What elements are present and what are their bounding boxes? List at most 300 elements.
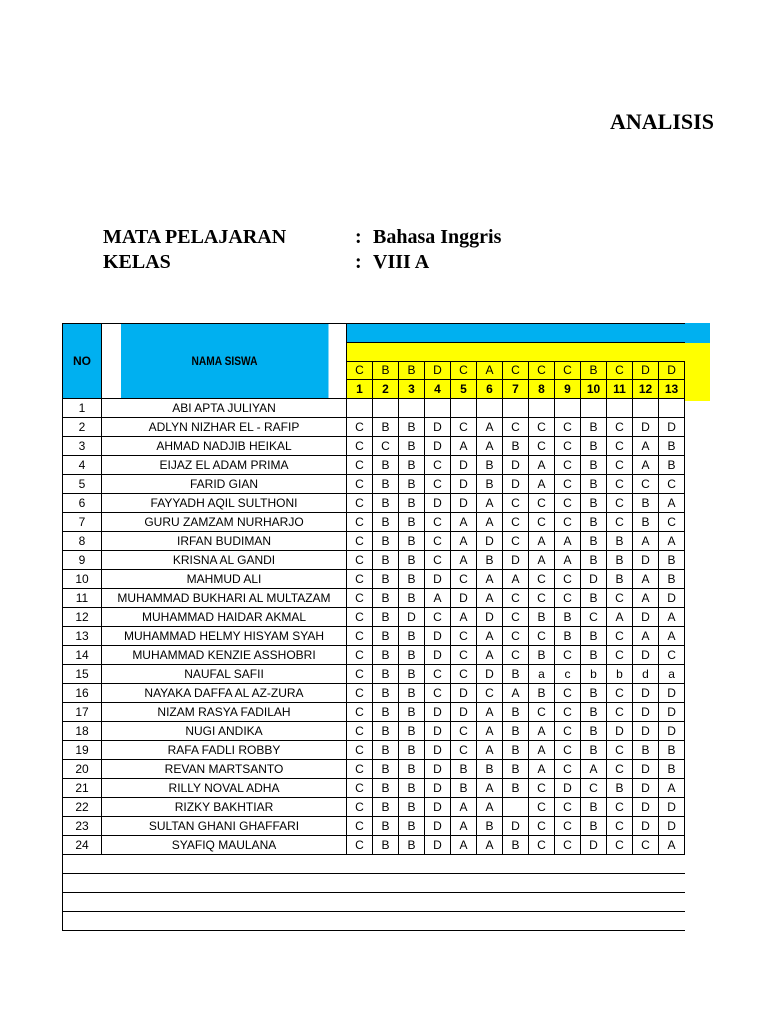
- answer-cell[interactable]: D: [633, 684, 659, 703]
- student-number[interactable]: 12: [63, 608, 102, 627]
- answer-cell[interactable]: A: [451, 532, 477, 551]
- answer-cell[interactable]: B: [399, 589, 425, 608]
- student-number[interactable]: 13: [63, 627, 102, 646]
- answer-cell[interactable]: D: [425, 779, 451, 798]
- answer-cell[interactable]: A: [659, 608, 685, 627]
- answer-cell[interactable]: C: [425, 551, 451, 570]
- answer-cell[interactable]: B: [477, 475, 503, 494]
- answer-cell[interactable]: C: [529, 798, 555, 817]
- answer-cell[interactable]: A: [633, 589, 659, 608]
- student-name[interactable]: RAFA FADLI ROBBY: [102, 741, 347, 760]
- answer-cell[interactable]: B: [399, 665, 425, 684]
- answer-cell[interactable]: A: [477, 513, 503, 532]
- answer-cell[interactable]: B: [503, 760, 529, 779]
- answer-cell[interactable]: C: [555, 418, 581, 437]
- answer-cell[interactable]: D: [477, 608, 503, 627]
- student-number[interactable]: 15: [63, 665, 102, 684]
- answer-cell[interactable]: B: [399, 513, 425, 532]
- answer-cell[interactable]: A: [451, 437, 477, 456]
- answer-cell[interactable]: C: [659, 475, 685, 494]
- answer-cell[interactable]: D: [581, 570, 607, 589]
- answer-cell[interactable]: C: [659, 646, 685, 665]
- answer-cell[interactable]: C: [347, 570, 373, 589]
- answer-cell[interactable]: [581, 399, 607, 418]
- student-number[interactable]: 14: [63, 646, 102, 665]
- answer-cell[interactable]: C: [347, 741, 373, 760]
- answer-cell[interactable]: C: [347, 703, 373, 722]
- answer-cell[interactable]: B: [477, 817, 503, 836]
- answer-cell[interactable]: A: [477, 703, 503, 722]
- answer-cell[interactable]: B: [373, 475, 399, 494]
- answer-cell[interactable]: D: [581, 836, 607, 855]
- answer-cell[interactable]: C: [347, 627, 373, 646]
- answer-cell[interactable]: [503, 798, 529, 817]
- answer-cell[interactable]: A: [477, 836, 503, 855]
- answer-cell[interactable]: C: [477, 684, 503, 703]
- answer-cell[interactable]: d: [633, 665, 659, 684]
- answer-cell[interactable]: B: [477, 456, 503, 475]
- answer-cell[interactable]: B: [399, 836, 425, 855]
- answer-cell[interactable]: C: [347, 798, 373, 817]
- answer-cell[interactable]: [503, 399, 529, 418]
- answer-cell[interactable]: D: [425, 627, 451, 646]
- answer-cell[interactable]: C: [347, 494, 373, 513]
- answer-cell[interactable]: B: [607, 532, 633, 551]
- answer-cell[interactable]: A: [425, 589, 451, 608]
- answer-cell[interactable]: D: [451, 456, 477, 475]
- answer-cell[interactable]: C: [425, 532, 451, 551]
- answer-cell[interactable]: D: [425, 570, 451, 589]
- answer-cell[interactable]: B: [399, 684, 425, 703]
- answer-cell[interactable]: D: [659, 684, 685, 703]
- student-number[interactable]: 5: [63, 475, 102, 494]
- answer-cell[interactable]: A: [451, 836, 477, 855]
- answer-cell[interactable]: D: [633, 817, 659, 836]
- answer-cell[interactable]: B: [581, 532, 607, 551]
- answer-cell[interactable]: A: [451, 513, 477, 532]
- student-name[interactable]: MUHAMMAD HELMY HISYAM SYAH: [102, 627, 347, 646]
- answer-cell[interactable]: B: [659, 437, 685, 456]
- answer-cell[interactable]: B: [581, 494, 607, 513]
- answer-cell[interactable]: C: [607, 437, 633, 456]
- answer-cell[interactable]: B: [659, 551, 685, 570]
- answer-cell[interactable]: B: [477, 760, 503, 779]
- answer-cell[interactable]: C: [503, 589, 529, 608]
- answer-cell[interactable]: B: [373, 779, 399, 798]
- answer-cell[interactable]: A: [555, 532, 581, 551]
- answer-cell[interactable]: C: [451, 722, 477, 741]
- answer-cell[interactable]: C: [555, 684, 581, 703]
- answer-cell[interactable]: A: [633, 437, 659, 456]
- answer-cell[interactable]: a: [529, 665, 555, 684]
- answer-cell[interactable]: C: [555, 494, 581, 513]
- answer-cell[interactable]: B: [659, 760, 685, 779]
- answer-cell[interactable]: C: [425, 475, 451, 494]
- answer-cell[interactable]: C: [607, 798, 633, 817]
- answer-cell[interactable]: B: [659, 741, 685, 760]
- student-name[interactable]: IRFAN BUDIMAN: [102, 532, 347, 551]
- answer-cell[interactable]: B: [373, 627, 399, 646]
- answer-cell[interactable]: B: [373, 418, 399, 437]
- answer-cell[interactable]: D: [451, 684, 477, 703]
- answer-cell[interactable]: D: [503, 475, 529, 494]
- answer-cell[interactable]: C: [425, 608, 451, 627]
- answer-cell[interactable]: b: [581, 665, 607, 684]
- answer-cell[interactable]: C: [607, 513, 633, 532]
- answer-cell[interactable]: B: [399, 475, 425, 494]
- answer-cell[interactable]: C: [555, 722, 581, 741]
- answer-cell[interactable]: C: [607, 741, 633, 760]
- answer-cell[interactable]: C: [347, 437, 373, 456]
- answer-cell[interactable]: C: [607, 703, 633, 722]
- answer-cell[interactable]: C: [607, 684, 633, 703]
- student-name[interactable]: ABI APTA JULIYAN: [102, 399, 347, 418]
- answer-cell[interactable]: A: [477, 418, 503, 437]
- answer-cell[interactable]: D: [425, 760, 451, 779]
- answer-cell[interactable]: C: [555, 513, 581, 532]
- answer-cell[interactable]: A: [477, 722, 503, 741]
- answer-cell[interactable]: D: [633, 608, 659, 627]
- answer-cell[interactable]: C: [425, 456, 451, 475]
- answer-cell[interactable]: D: [451, 589, 477, 608]
- student-number[interactable]: 21: [63, 779, 102, 798]
- answer-cell[interactable]: A: [451, 817, 477, 836]
- answer-cell[interactable]: D: [425, 817, 451, 836]
- answer-cell[interactable]: B: [581, 418, 607, 437]
- student-name[interactable]: FARID GIAN: [102, 475, 347, 494]
- answer-cell[interactable]: B: [503, 779, 529, 798]
- answer-cell[interactable]: C: [451, 570, 477, 589]
- student-number[interactable]: 9: [63, 551, 102, 570]
- answer-cell[interactable]: C: [347, 817, 373, 836]
- student-name[interactable]: NAUFAL SAFII: [102, 665, 347, 684]
- answer-cell[interactable]: B: [581, 551, 607, 570]
- answer-cell[interactable]: C: [503, 646, 529, 665]
- answer-cell[interactable]: A: [503, 684, 529, 703]
- answer-cell[interactable]: C: [633, 836, 659, 855]
- student-number[interactable]: 1: [63, 399, 102, 418]
- student-number[interactable]: 11: [63, 589, 102, 608]
- student-number[interactable]: 3: [63, 437, 102, 456]
- answer-cell[interactable]: [529, 399, 555, 418]
- answer-cell[interactable]: A: [477, 646, 503, 665]
- answer-cell[interactable]: B: [399, 779, 425, 798]
- answer-cell[interactable]: C: [607, 475, 633, 494]
- empty-cell[interactable]: [63, 912, 685, 931]
- answer-cell[interactable]: D: [633, 418, 659, 437]
- answer-cell[interactable]: D: [503, 817, 529, 836]
- student-name[interactable]: NAYAKA DAFFA AL AZ-ZURA: [102, 684, 347, 703]
- answer-cell[interactable]: B: [581, 646, 607, 665]
- answer-cell[interactable]: B: [581, 741, 607, 760]
- answer-cell[interactable]: C: [503, 494, 529, 513]
- answer-cell[interactable]: B: [581, 684, 607, 703]
- answer-cell[interactable]: b: [607, 665, 633, 684]
- student-number[interactable]: 4: [63, 456, 102, 475]
- answer-cell[interactable]: B: [373, 532, 399, 551]
- answer-cell[interactable]: C: [529, 494, 555, 513]
- answer-cell[interactable]: [451, 399, 477, 418]
- answer-cell[interactable]: B: [399, 627, 425, 646]
- answer-cell[interactable]: B: [399, 817, 425, 836]
- answer-cell[interactable]: A: [451, 608, 477, 627]
- student-name[interactable]: MUHAMMAD KENZIE ASSHOBRI: [102, 646, 347, 665]
- answer-cell[interactable]: B: [373, 494, 399, 513]
- answer-cell[interactable]: C: [347, 722, 373, 741]
- answer-cell[interactable]: C: [607, 589, 633, 608]
- answer-cell[interactable]: B: [399, 418, 425, 437]
- answer-cell[interactable]: B: [581, 475, 607, 494]
- answer-cell[interactable]: D: [477, 532, 503, 551]
- answer-cell[interactable]: A: [659, 836, 685, 855]
- answer-cell[interactable]: B: [503, 437, 529, 456]
- answer-cell[interactable]: B: [399, 722, 425, 741]
- answer-cell[interactable]: C: [555, 817, 581, 836]
- answer-cell[interactable]: B: [399, 760, 425, 779]
- answer-cell[interactable]: B: [373, 665, 399, 684]
- answer-cell[interactable]: D: [503, 456, 529, 475]
- answer-cell[interactable]: B: [399, 494, 425, 513]
- answer-cell[interactable]: A: [451, 798, 477, 817]
- answer-cell[interactable]: C: [529, 437, 555, 456]
- answer-cell[interactable]: B: [399, 798, 425, 817]
- answer-cell[interactable]: C: [451, 418, 477, 437]
- student-number[interactable]: 22: [63, 798, 102, 817]
- answer-cell[interactable]: C: [607, 817, 633, 836]
- answer-cell[interactable]: B: [373, 608, 399, 627]
- answer-cell[interactable]: D: [659, 418, 685, 437]
- answer-cell[interactable]: C: [633, 475, 659, 494]
- answer-cell[interactable]: B: [607, 570, 633, 589]
- student-number[interactable]: 2: [63, 418, 102, 437]
- answer-cell[interactable]: C: [607, 418, 633, 437]
- answer-cell[interactable]: D: [399, 608, 425, 627]
- answer-cell[interactable]: A: [477, 589, 503, 608]
- answer-cell[interactable]: C: [373, 437, 399, 456]
- answer-cell[interactable]: A: [529, 741, 555, 760]
- student-name[interactable]: AHMAD NADJIB HEIKAL: [102, 437, 347, 456]
- answer-cell[interactable]: B: [373, 589, 399, 608]
- answer-cell[interactable]: B: [581, 703, 607, 722]
- answer-cell[interactable]: D: [451, 494, 477, 513]
- answer-cell[interactable]: D: [503, 551, 529, 570]
- empty-cell[interactable]: [63, 855, 685, 874]
- answer-cell[interactable]: [659, 399, 685, 418]
- answer-cell[interactable]: c: [555, 665, 581, 684]
- answer-cell[interactable]: C: [425, 665, 451, 684]
- student-number[interactable]: 19: [63, 741, 102, 760]
- answer-cell[interactable]: D: [555, 779, 581, 798]
- answer-cell[interactable]: A: [477, 627, 503, 646]
- answer-cell[interactable]: D: [633, 798, 659, 817]
- answer-cell[interactable]: C: [555, 456, 581, 475]
- answer-cell[interactable]: B: [373, 570, 399, 589]
- answer-cell[interactable]: A: [633, 627, 659, 646]
- answer-cell[interactable]: B: [555, 627, 581, 646]
- answer-cell[interactable]: C: [347, 551, 373, 570]
- answer-cell[interactable]: B: [581, 437, 607, 456]
- answer-cell[interactable]: A: [529, 551, 555, 570]
- answer-cell[interactable]: B: [581, 589, 607, 608]
- student-name[interactable]: KRISNA AL GANDI: [102, 551, 347, 570]
- answer-cell[interactable]: B: [633, 741, 659, 760]
- answer-cell[interactable]: B: [659, 570, 685, 589]
- answer-cell[interactable]: C: [347, 608, 373, 627]
- empty-cell[interactable]: [63, 874, 685, 893]
- answer-cell[interactable]: D: [633, 646, 659, 665]
- answer-cell[interactable]: C: [451, 741, 477, 760]
- answer-cell[interactable]: D: [659, 703, 685, 722]
- answer-cell[interactable]: B: [399, 456, 425, 475]
- answer-cell[interactable]: C: [555, 475, 581, 494]
- student-name[interactable]: SYAFIQ MAULANA: [102, 836, 347, 855]
- answer-cell[interactable]: A: [529, 456, 555, 475]
- answer-cell[interactable]: C: [529, 817, 555, 836]
- answer-cell[interactable]: B: [399, 551, 425, 570]
- answer-cell[interactable]: D: [425, 836, 451, 855]
- answer-cell[interactable]: B: [477, 551, 503, 570]
- answer-cell[interactable]: C: [425, 513, 451, 532]
- answer-cell[interactable]: C: [607, 456, 633, 475]
- answer-cell[interactable]: C: [529, 570, 555, 589]
- answer-cell[interactable]: B: [373, 703, 399, 722]
- answer-cell[interactable]: C: [555, 798, 581, 817]
- empty-cell[interactable]: [63, 893, 685, 912]
- answer-cell[interactable]: B: [581, 627, 607, 646]
- student-name[interactable]: GURU ZAMZAM NURHARJO: [102, 513, 347, 532]
- answer-cell[interactable]: C: [347, 760, 373, 779]
- answer-cell[interactable]: A: [659, 627, 685, 646]
- answer-cell[interactable]: C: [347, 684, 373, 703]
- answer-cell[interactable]: B: [659, 456, 685, 475]
- answer-cell[interactable]: C: [347, 532, 373, 551]
- answer-cell[interactable]: C: [581, 608, 607, 627]
- student-name[interactable]: RILLY NOVAL ADHA: [102, 779, 347, 798]
- answer-cell[interactable]: C: [529, 836, 555, 855]
- answer-cell[interactable]: C: [503, 627, 529, 646]
- answer-cell[interactable]: D: [425, 437, 451, 456]
- answer-cell[interactable]: B: [529, 608, 555, 627]
- answer-cell[interactable]: C: [425, 684, 451, 703]
- answer-cell[interactable]: C: [347, 779, 373, 798]
- answer-cell[interactable]: B: [399, 437, 425, 456]
- answer-cell[interactable]: B: [399, 703, 425, 722]
- answer-cell[interactable]: B: [373, 760, 399, 779]
- answer-cell[interactable]: [347, 399, 373, 418]
- answer-cell[interactable]: B: [581, 722, 607, 741]
- answer-cell[interactable]: A: [477, 798, 503, 817]
- answer-cell[interactable]: C: [347, 589, 373, 608]
- answer-cell[interactable]: B: [581, 817, 607, 836]
- answer-cell[interactable]: C: [529, 589, 555, 608]
- answer-cell[interactable]: B: [555, 608, 581, 627]
- answer-cell[interactable]: C: [555, 570, 581, 589]
- answer-cell[interactable]: [477, 399, 503, 418]
- answer-cell[interactable]: C: [555, 836, 581, 855]
- answer-cell[interactable]: D: [451, 703, 477, 722]
- answer-cell[interactable]: D: [659, 722, 685, 741]
- student-number[interactable]: 16: [63, 684, 102, 703]
- answer-cell[interactable]: D: [633, 722, 659, 741]
- answer-cell[interactable]: B: [373, 456, 399, 475]
- student-name[interactable]: RIZKY BAKHTIAR: [102, 798, 347, 817]
- answer-cell[interactable]: B: [633, 494, 659, 513]
- answer-cell[interactable]: D: [425, 646, 451, 665]
- answer-cell[interactable]: C: [347, 456, 373, 475]
- answer-cell[interactable]: A: [633, 456, 659, 475]
- answer-cell[interactable]: B: [581, 456, 607, 475]
- answer-cell[interactable]: C: [503, 532, 529, 551]
- answer-cell[interactable]: B: [607, 779, 633, 798]
- answer-cell[interactable]: [555, 399, 581, 418]
- answer-cell[interactable]: C: [347, 646, 373, 665]
- answer-cell[interactable]: C: [347, 836, 373, 855]
- answer-cell[interactable]: B: [399, 532, 425, 551]
- student-number[interactable]: 18: [63, 722, 102, 741]
- answer-cell[interactable]: C: [607, 836, 633, 855]
- answer-cell[interactable]: D: [607, 722, 633, 741]
- answer-cell[interactable]: B: [503, 722, 529, 741]
- answer-cell[interactable]: C: [529, 703, 555, 722]
- answer-cell[interactable]: C: [503, 513, 529, 532]
- answer-cell[interactable]: B: [503, 703, 529, 722]
- answer-cell[interactable]: C: [347, 665, 373, 684]
- student-number[interactable]: 24: [63, 836, 102, 855]
- answer-cell[interactable]: C: [503, 418, 529, 437]
- answer-cell[interactable]: C: [555, 703, 581, 722]
- answer-cell[interactable]: A: [477, 779, 503, 798]
- answer-cell[interactable]: C: [529, 779, 555, 798]
- answer-cell[interactable]: B: [373, 646, 399, 665]
- answer-cell[interactable]: A: [477, 570, 503, 589]
- answer-cell[interactable]: A: [477, 494, 503, 513]
- answer-cell[interactable]: D: [659, 589, 685, 608]
- answer-cell[interactable]: C: [451, 627, 477, 646]
- answer-cell[interactable]: D: [633, 760, 659, 779]
- answer-cell[interactable]: D: [633, 551, 659, 570]
- answer-cell[interactable]: D: [425, 494, 451, 513]
- answer-cell[interactable]: B: [451, 760, 477, 779]
- answer-cell[interactable]: D: [425, 722, 451, 741]
- answer-cell[interactable]: B: [373, 817, 399, 836]
- answer-cell[interactable]: A: [633, 532, 659, 551]
- student-name[interactable]: ADLYN NIZHAR EL - RAFIP: [102, 418, 347, 437]
- answer-cell[interactable]: [399, 399, 425, 418]
- student-number[interactable]: 20: [63, 760, 102, 779]
- answer-cell[interactable]: D: [659, 798, 685, 817]
- answer-cell[interactable]: B: [581, 798, 607, 817]
- answer-cell[interactable]: B: [373, 684, 399, 703]
- answer-cell[interactable]: C: [555, 646, 581, 665]
- student-number[interactable]: 8: [63, 532, 102, 551]
- answer-cell[interactable]: A: [529, 760, 555, 779]
- student-name[interactable]: NUGI ANDIKA: [102, 722, 347, 741]
- answer-cell[interactable]: C: [347, 418, 373, 437]
- answer-cell[interactable]: B: [581, 513, 607, 532]
- answer-cell[interactable]: B: [399, 570, 425, 589]
- answer-cell[interactable]: C: [607, 760, 633, 779]
- answer-cell[interactable]: D: [425, 741, 451, 760]
- answer-cell[interactable]: A: [633, 570, 659, 589]
- answer-cell[interactable]: C: [529, 627, 555, 646]
- answer-cell[interactable]: a: [659, 665, 685, 684]
- answer-cell[interactable]: B: [399, 741, 425, 760]
- answer-cell[interactable]: A: [659, 494, 685, 513]
- answer-cell[interactable]: [633, 399, 659, 418]
- student-number[interactable]: 17: [63, 703, 102, 722]
- answer-cell[interactable]: B: [373, 551, 399, 570]
- answer-cell[interactable]: D: [451, 475, 477, 494]
